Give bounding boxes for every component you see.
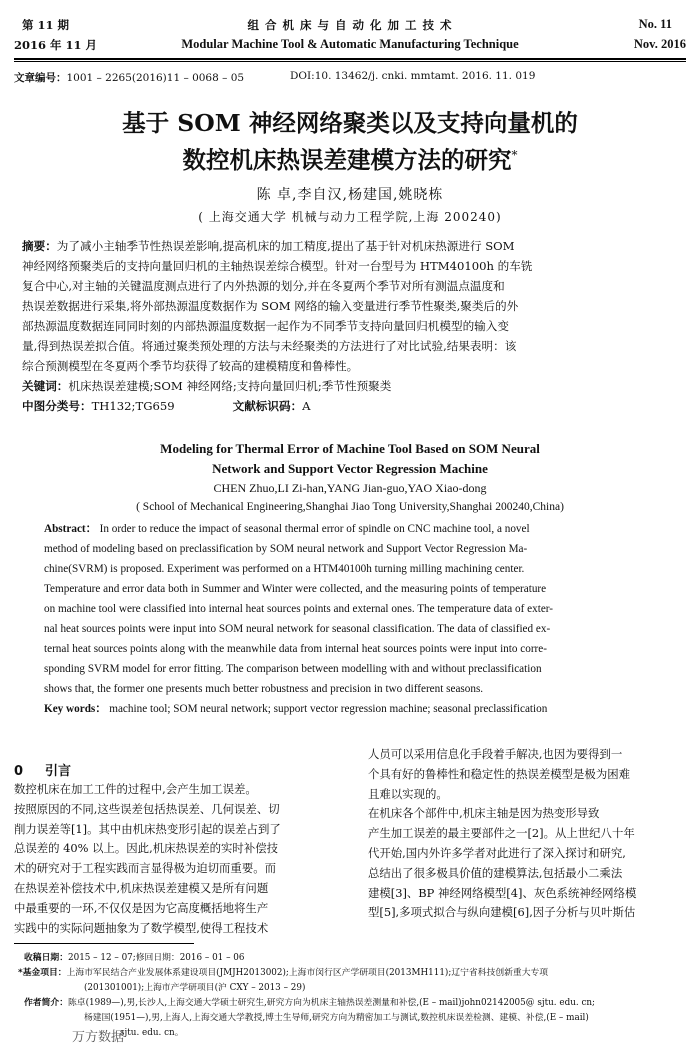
abstract-en-line: sponding SVRM model for error fitting. The comparison between modelling with and without preclassification bbox=[44, 663, 542, 675]
issue-number-cn: 第 11 期 bbox=[22, 18, 70, 32]
body-right-column bbox=[368, 745, 684, 923]
footnote-fund bbox=[18, 966, 548, 980]
abstract-en-line: on machine tool were classified into internal heat sources points and external ones. The temperature data of exter- bbox=[44, 603, 554, 615]
issue-date-cn: 2016 年 11 月 bbox=[14, 38, 98, 52]
author-line1: 陈卓(1989—),男,长沙人,上海交通大学硕士研究生,研究方向为机床主轴热误差测量和补偿,(E – mail)john02142005@ sjtu. edu. cn; bbox=[68, 998, 596, 1008]
article-number bbox=[14, 70, 244, 85]
abstract-cn-line: 量,得到热误差拟合值。将通过聚类预处理的方法与未经聚类的方法进行了对比试验,结果表明：该 bbox=[22, 339, 517, 353]
affiliation-en: ( School of Mechanical Engineering,Shanghai Jiao Tong University,Shanghai 200240,China) bbox=[136, 501, 564, 513]
author-intro-label: 作者简介： bbox=[24, 998, 68, 1008]
abstract-en-line: ternal heat sources points along with the meanwhile data from internal heat sources points were input into corre- bbox=[44, 643, 547, 655]
body-line: 代开始,国内外许多学者对此进行了深入探讨和研究, bbox=[368, 845, 626, 860]
body-line: 术的研究对于工程实践而言显得极为迫切而重要。而 bbox=[14, 861, 276, 876]
clc-label: 中图分类号： bbox=[22, 399, 92, 413]
body-line: 型[5],多项式拟合与纵向建模[6],因子分析与贝叶斯估 bbox=[368, 905, 636, 920]
footnote-fund-cont: (201301001);上海市产学研项目(沪 CXY – 2013 – 29) bbox=[84, 983, 306, 993]
abstract-en-line: chine(SVRM) is proposed. Experiment was performed on a HTM40100h turning milling machining center. bbox=[44, 563, 525, 575]
keywords-cn-label: 关键词： bbox=[22, 379, 69, 393]
title-en-line1: Modeling for Thermal Error of Machine Tool Based on SOM Neural bbox=[160, 441, 540, 456]
abstract-cn-line: 复合中心,对主轴的关键温度测点进行了内外热源的划分,并在冬夏两个季节对所有测温点温度和 bbox=[22, 279, 505, 293]
title-footnote-star: * bbox=[511, 148, 518, 163]
body-line: 削力误差等[1]。其中由机床热变形引起的误差占到了 bbox=[14, 821, 281, 836]
doc-code-label: 文献标识码： bbox=[232, 399, 303, 413]
body-line: 在机床各个部件中,机床主轴是因为热变形导致 bbox=[368, 806, 600, 821]
body-line: 数控机床在加工工件的过程中,会产生加工误差。 bbox=[14, 782, 257, 796]
body-line: 总误差的 40% 以上。因此,机床热误差的实时补偿技 bbox=[14, 841, 278, 856]
body-line: 个具有好的鲁棒性和稳定性的热误差模型是极为困难 bbox=[368, 766, 630, 781]
abstract-en-line: nal heat sources points were input into SOM neural network for seasonal classification. The data of classified ex- bbox=[44, 623, 551, 635]
abstract-en-text: In order to reduce the impact of seasonal thermal error of spindle on CNC machine tool, a novel bbox=[99, 523, 530, 535]
doi: DOI:10. 13462/j. cnki. mmtamt. 2016. 11. 019 bbox=[290, 70, 536, 82]
body-line: 总结出了很多极具价值的建模算法,包括最小二乘法 bbox=[368, 865, 623, 880]
body-line: 人员可以采用信息化手段着手解决,也因为要得到一 bbox=[368, 747, 623, 761]
watermark: 万方数据 bbox=[72, 1030, 125, 1045]
title-cn-line2 bbox=[0, 141, 700, 175]
article-number-label: 文章编号： bbox=[14, 72, 67, 84]
classification bbox=[22, 398, 678, 414]
abstract-cn-text: 为了减小主轴季节性热误差影响,提高机床的加工精度,提出了基于针对机床热源进行 SOM bbox=[56, 239, 515, 253]
body-line: 实践中的实际问题抽象为了数学模型,使得工程技术 bbox=[14, 920, 269, 935]
journal-title-en: Modular Machine Tool & Automatic Manufacturing Technique bbox=[181, 37, 519, 51]
abstract-cn-line: 部热源温度数据连同同时刻的内部热源温度数据一起作为不同季节支持向量回归机模型的输入变 bbox=[22, 319, 509, 333]
keywords-cn-text: 机床热误差建模;SOM 神经网络;支持向量回归机;季节性预聚类 bbox=[68, 379, 392, 393]
body-line: 在热误差补偿技术中,机床热误差建模又是所有问题 bbox=[14, 880, 269, 895]
title-en-line2: Network and Support Vector Regression Machine bbox=[212, 461, 488, 476]
body-line: 且难以实现的。 bbox=[368, 786, 448, 801]
section-heading bbox=[14, 760, 71, 779]
article-number-value: 1001 – 2265(2016)11 – 0068 – 05 bbox=[66, 72, 245, 84]
footnote-author-email: sjtu. edu. cn。 bbox=[120, 1028, 184, 1038]
abstract-cn-line: 综合预测模型在冬夏两个季节均获得了较高的建模精度和鲁棒性。 bbox=[22, 359, 359, 373]
abstract-cn-label: 摘要： bbox=[22, 239, 57, 253]
fund-label: *基金项目： bbox=[18, 968, 67, 978]
keywords-en bbox=[44, 701, 656, 717]
issue-date-en: Nov. 2016 bbox=[633, 37, 686, 51]
body-left-column bbox=[14, 780, 330, 938]
body-line: 建模[3]、BP 神经网络模型[4]、灰色系统神经网络模 bbox=[368, 885, 637, 900]
section-number: 0 bbox=[14, 764, 24, 779]
affiliation-cn: ( 上海交通大学 机械与动力工程学院,上海 200240) bbox=[198, 210, 502, 224]
title-cn-line1: 基于 SOM 神经网络聚类以及支持向量机的 bbox=[122, 109, 578, 137]
footnote-author bbox=[24, 996, 595, 1010]
received-label: 收稿日期： bbox=[24, 953, 68, 963]
abstract-cn-line: 热误差数据进行采集,将外部热源温度数据作为 SOM 网络的输入变量进行季节性聚类,聚类后的外 bbox=[22, 299, 519, 313]
body-line: 产生加工误差的最主要部件之一[2]。从上世纪八十年 bbox=[368, 826, 635, 841]
footnote-rule bbox=[14, 943, 194, 944]
clc-value: TH132;TG659 bbox=[91, 399, 175, 413]
keywords-en-label: Key words： bbox=[44, 703, 107, 715]
journal-title-cn: 组 合 机 床 与 自 动 化 加 工 技 术 bbox=[247, 18, 453, 32]
footnote-received bbox=[24, 951, 244, 965]
header-rule-thin bbox=[14, 61, 686, 62]
body-line: 按照原因的不同,这些误差包括热误差、几何误差、切 bbox=[14, 801, 280, 816]
abstract-cn-line bbox=[22, 238, 678, 254]
abstract-en-label: Abstract： bbox=[44, 523, 97, 535]
received-dates: 2015 – 12 – 07;修回日期：2016 – 01 – 06 bbox=[68, 953, 245, 963]
doc-code-value: A bbox=[302, 399, 311, 413]
section-title: 引言 bbox=[45, 764, 72, 779]
abstract-en-line: shows that, the former one presents much better robustness and precision in two different seasons. bbox=[44, 683, 484, 695]
keywords-en-text: machine tool; SOM neural network; support vector regression machine; seasonal preclassification bbox=[109, 703, 548, 715]
issue-number-en: No. 11 bbox=[638, 17, 672, 31]
body-line: 中最重要的一环,不仅仅是因为它高度概括地将生产 bbox=[14, 900, 269, 915]
abstract-en-line: method of modeling based on preclassification by SOM neural network and Support Vector Regression Ma- bbox=[44, 543, 528, 555]
footnote-author-cont: 杨建国(1951—),男,上海人,上海交通大学教授,博士生导师,研究方向为精密加工与测试,数控机床误差检测、建模、补偿,(E – mail) bbox=[84, 1013, 589, 1023]
header-rule bbox=[14, 58, 686, 60]
title-cn-line2-text: 数控机床热误差建模方法的研究 bbox=[182, 146, 512, 174]
abstract-en-line: Temperature and error data both in Summer and Winter were collected, and the measuring points of temperature bbox=[44, 583, 547, 595]
fund-line1: 上海市军民结合产业发展体系建设项目(JMJH2013002);上海市闵行区产学研项目(2013MH111);辽宁省科技创新重大专项 bbox=[66, 968, 549, 978]
authors-cn: 陈 卓,李自汉,杨建国,姚晓栋 bbox=[256, 187, 444, 203]
keywords-cn bbox=[22, 378, 678, 394]
authors-en: CHEN Zhuo,LI Zi-han,YANG Jian-guo,YAO Xiao-dong bbox=[213, 481, 487, 495]
abstract-en-line bbox=[44, 521, 656, 537]
abstract-cn-line: 神经网络预聚类后的支持向量回归机的主轴热误差综合模型。针对一台型号为 HTM40100h 的车铣 bbox=[22, 259, 533, 273]
